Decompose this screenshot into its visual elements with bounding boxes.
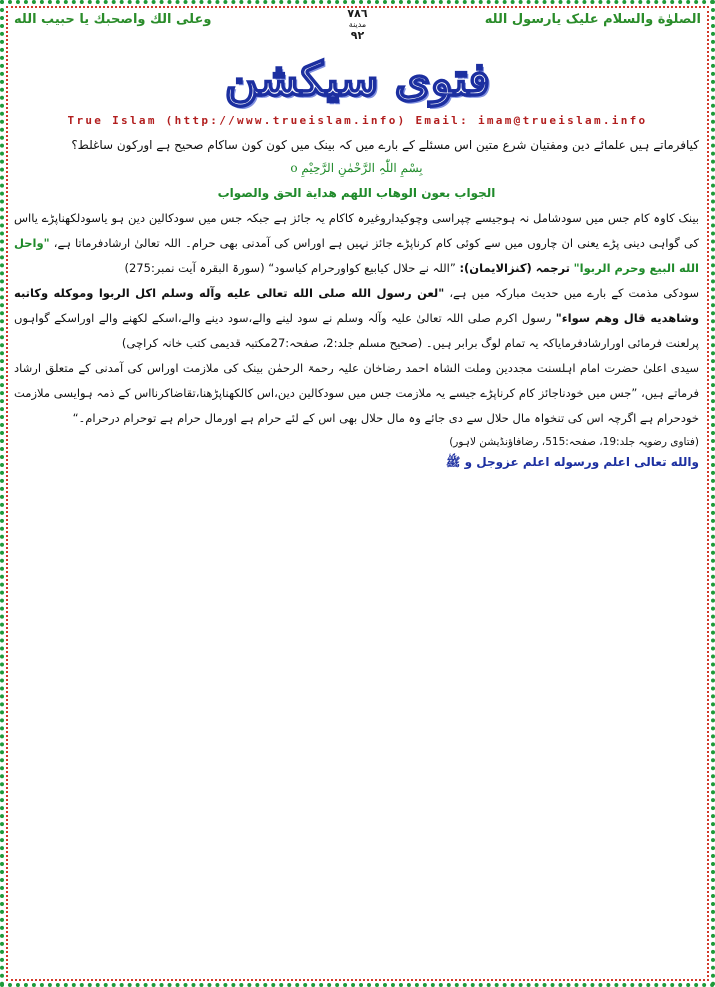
hadith-reference: (صحیح مسلم جلد:2، صفحہ:27مکتبہ قدیمی کتب خانہ کراچی) [121,336,423,350]
translation-label: ترجمہ (کنزالایمان): [459,261,570,275]
answer-heading: الجواب بعون الوهاب اللهم هداية الحق والصواب [217,186,496,200]
header-salutation-left: وعلى الك واصحبك يا حبيب الله [14,12,212,27]
fatawa-reference: (فتاوی رضویہ جلد:19، صفحہ:515، رضافاؤنڈیشن لاہور) [449,436,699,448]
bismillah: بِسْمِ اللّٰہِ الرَّحْمٰنِ الرَّحِیْمِ o [290,161,423,175]
paragraph-3 [14,356,699,431]
header-number-786: ٧٨٦ [347,7,368,20]
paragraph-1 [14,206,699,281]
verse-reference: (سورۃ البقرہ آیت نمبر:275) [124,261,265,275]
paragraph-2-text: سودکی مذمت کے بارے میں حدیث مبارکہ میں ہے، [449,286,700,300]
translation-text: ”اللہ نے حلال کیابیع کواورحرام کیاسود“ [268,261,456,275]
header-salutation-right: الصلوٰة والسلام علیک یارسول الله [484,12,701,27]
hadith-arabic: "لعن رسول الله صلى الله تعالى عليه وآله وسلم اكل الربوا وموكله وكاتبه وشاهديه قال وهم سواء" [14,286,699,325]
header [14,8,701,48]
site-info-line: True Islam (http://www.trueislam.info) Email: imam@trueislam.info [67,114,648,127]
quran-verse-text: واحل الله البيع وحرم الربوا [14,236,699,275]
paragraph-3-text: سیدی اعلیٰ حضرت امام اہلسنت مجددین وملت الشاہ احمد رضاخان علیہ رحمۃ الرحمٰن بینک کی ملازمت اوراس کی آمدنی کے متعلق ارشاد فرماتے ہیں، [14,361,699,400]
question-text: کیافرماتے ہیں علمائے دین ومفتیان شرع متین اس مسئلے کے بارے میں کہ بینک میں کون کون ساکام صحیح ہے اورکون ساغلط؟ [71,138,699,152]
header-word-madina: مدينة [348,20,367,29]
header-number-92: ٩٢ [350,29,365,42]
fatwa-quote: ”جس میں خودناجائز کام کرناپڑے جیسے یہ ملازمت جس میں سودکالین دین،اس کالکھناپڑھنا،تقاضاکرنااس کے ذمہ ہوایسی ملازمت خودحرام ہے اگرچہ اس کی تنخواہ مال حلال سے دی جائے وہ مال حلال بھی اس کے لئے حرام ہے اورمال حرام ہے توحرام درحرام۔“ [14,386,699,425]
paragraph-1-text: بینک کاوہ کام جس میں سودشامل نہ ہوجیسے چپراسی وچوکیداروغیرہ کاکام یہ جائز ہے جبکہ جس میں سودکالین دین ہو یاسودلکھناپڑے یااس کی گواہی دینی پڑے یعنی ان چاروں میں سے کوئی کام کرناپڑے جائز نہیں ہے اوراس کی آمدنی بھی حرام۔ اللہ تعالیٰ ارشادفرماتا ہے، [14,211,700,250]
hadith-arabic-text: لعن رسول الله صلى الله تعالى عليه وآله وسلم اكل الربوا وموكله وكاتبه وشاهديه قال وهم سواء [14,286,699,325]
fatwa-content [14,136,699,471]
header-numeral-emblem [347,8,367,41]
quran-verse: "واحل الله البيع وحرم الربوا" [14,236,699,275]
paragraph-2 [14,281,699,356]
closing-line: والله تعالى اعلم ورسوله اعلم عزوجل و ﷺ [445,455,699,469]
hadith-urdu: رسول اکرم صلی اللہ تعالیٰ علیہ وآلہ وسلم نے سود لینے والے،سود دینے والے،اسکے لکھنے والے اوراسکے گواہوں پرلعنت فرمائی اورارشادفرمایاکہ یہ تمام لوگ برابر ہیں۔ [14,311,699,350]
page-title: فتوی سیکشن [224,52,491,106]
